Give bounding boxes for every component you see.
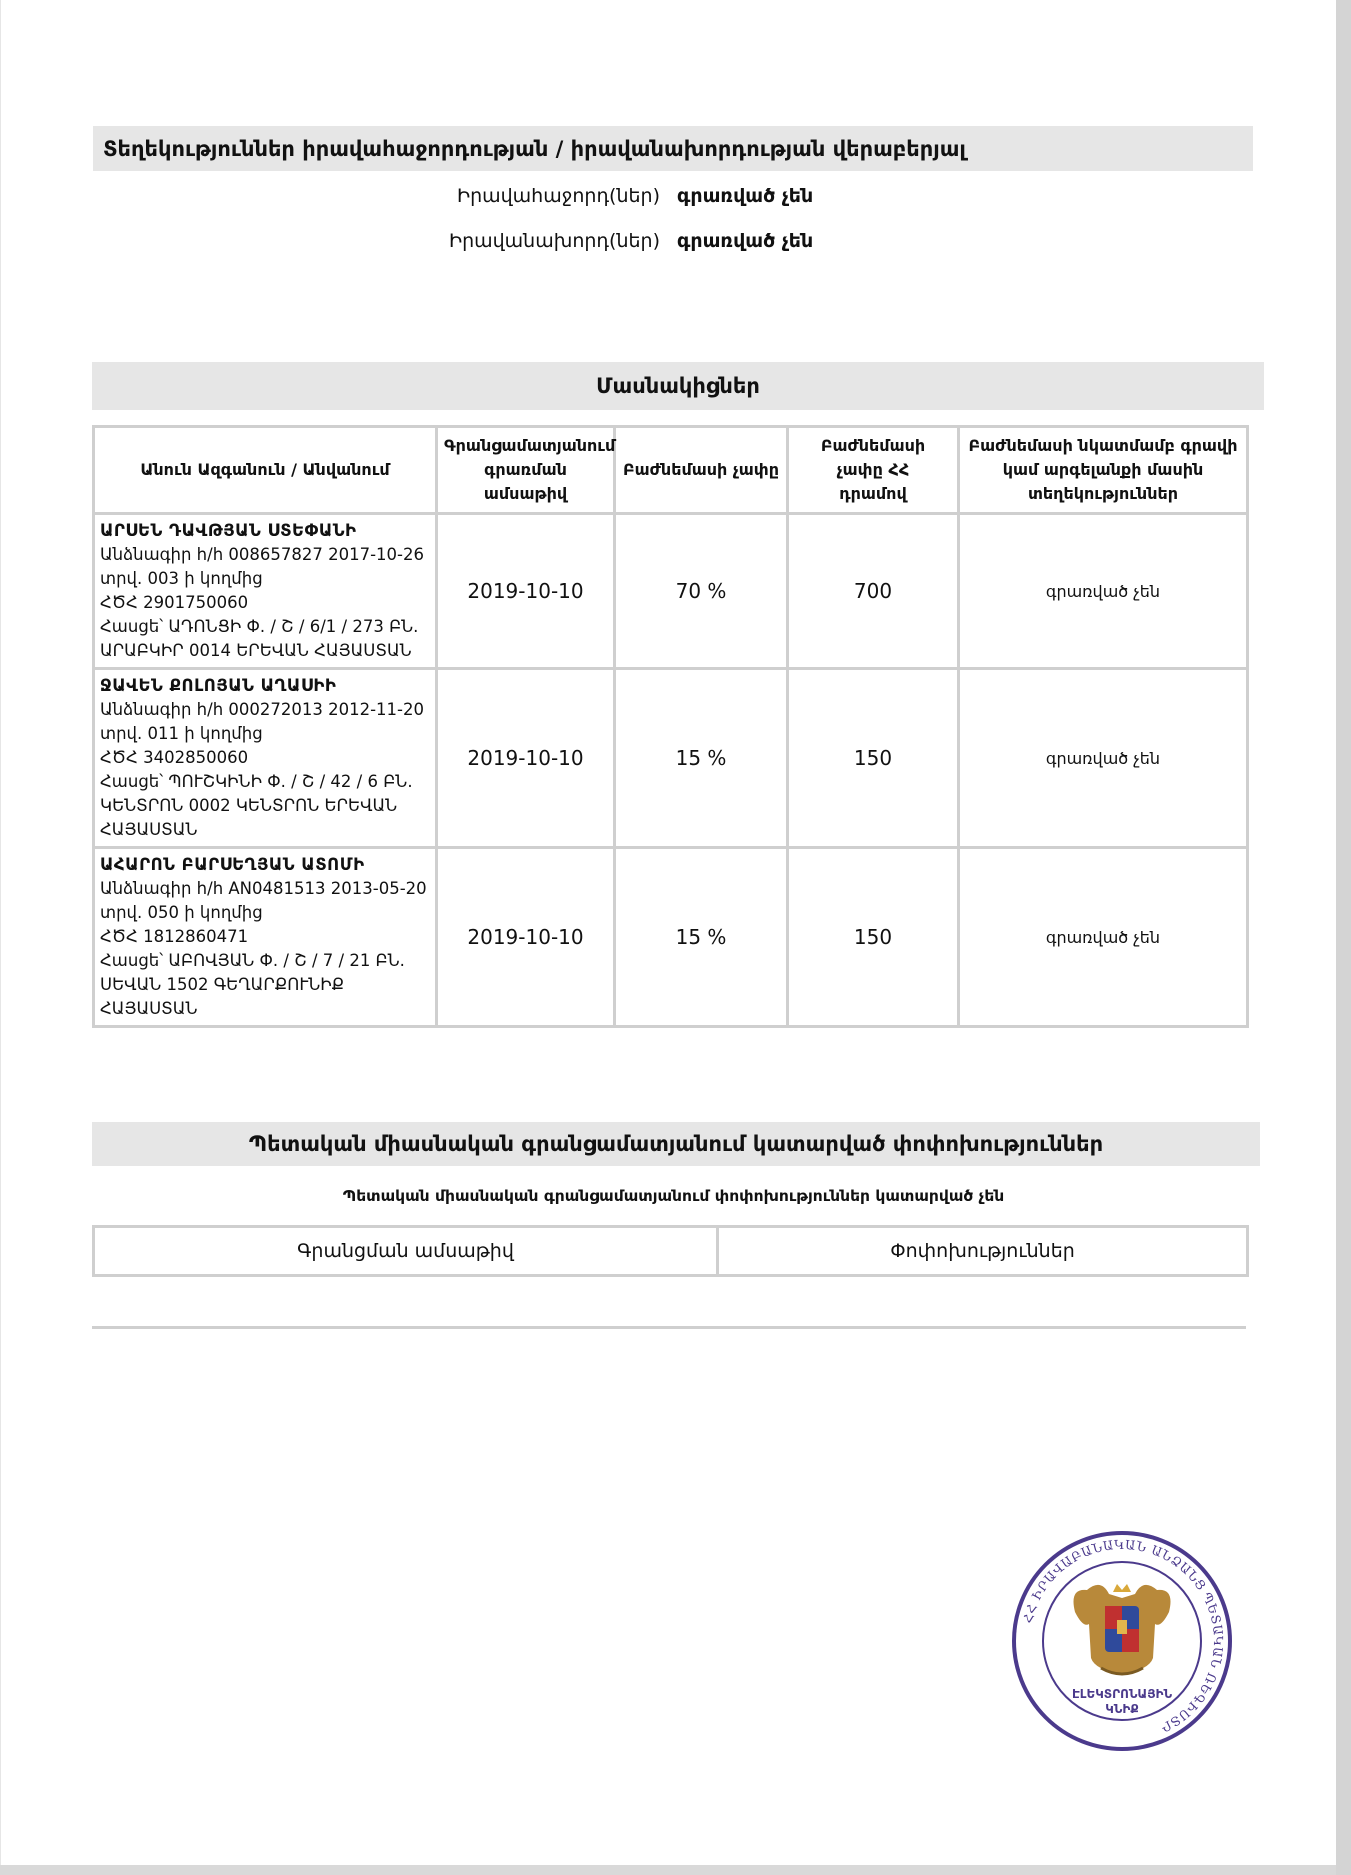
col-header-name: Անուն Ազգանուն / Անվանում <box>94 427 437 514</box>
share-amount: 700 <box>788 514 959 669</box>
participant-detail: ՀԾՀ 1812860471 <box>100 927 249 946</box>
participants-title: Մասնակիցներ <box>596 374 760 398</box>
participant-cell <box>94 848 437 1027</box>
changes-table <box>92 1225 1249 1277</box>
participant-detail: Անձնագիր h/h 000272013 2012-11-20 <box>100 700 425 719</box>
record-date: 2019-10-10 <box>437 669 615 848</box>
successor-value: գրառված չեն <box>677 185 814 207</box>
changes-title: Պետական միասնական գրանցամատյանում կատարված փոփոխություններ <box>248 1132 1104 1156</box>
participant-detail: Հասցե՝ ՊՈՒՇԿԻՆԻ Փ. / Շ / 42 / 6 ԲՆ. <box>100 772 413 791</box>
participant-detail: ՀԾՀ 3402850060 <box>100 748 249 767</box>
table-row <box>94 848 1248 1027</box>
table-row <box>94 514 1248 669</box>
participant-detail: ՀԱՅԱՍՏԱՆ <box>100 820 198 839</box>
succession-title: Տեղեկություններ իրավահաջորդության / իրավանախորդության վերաբերյալ <box>103 136 966 161</box>
table-row <box>94 669 1248 848</box>
changes-header <box>92 1122 1260 1166</box>
participant-detail: Անձնագիր h/h 008657827 2017-10-26 <box>100 545 425 564</box>
share-size: 70 % <box>615 514 788 669</box>
changes-note: Պետական միասնական գրանցամատյանում փոփոխություններ կատարված չեն <box>342 1187 1005 1205</box>
predecessor-value: գրառված չեն <box>677 230 814 252</box>
pledge-info: գրառված չեն <box>959 669 1248 848</box>
succession-header <box>93 126 1253 171</box>
right-margin-strip <box>1336 0 1351 1875</box>
participants-table <box>92 425 1249 1028</box>
seal-line2: ԿՆԻՔ <box>1105 1702 1139 1716</box>
participant-name: ԱՐՍԵՆ ԴԱՎԹՅԱՆ ՍՏԵՓԱՆԻ <box>100 521 357 540</box>
participant-detail: տրվ. 003 ի կողմից <box>100 569 263 588</box>
participants-header <box>92 362 1264 410</box>
pledge-info: գրառված չեն <box>959 848 1248 1027</box>
share-amount: 150 <box>788 669 959 848</box>
participant-detail: տրվ. 011 ի կողմից <box>100 724 263 743</box>
participant-detail: ՀԱՅԱՍՏԱՆ <box>100 999 198 1018</box>
col-header-registration-date: Գրանցման ամսաթիվ <box>94 1227 718 1276</box>
pledge-info: գրառված չեն <box>959 514 1248 669</box>
predecessor-label: Իրավանախորդ(ներ) <box>448 230 660 252</box>
share-size: 15 % <box>615 669 788 848</box>
share-amount: 150 <box>788 848 959 1027</box>
successor-label: Իրավահաջորդ(ներ) <box>456 185 660 207</box>
seal-line1: ԷԼԵԿՏՐՈՆԱՅԻՆ <box>1071 1687 1173 1701</box>
participant-detail: ՍԵՎԱՆ 1502 ԳԵՂԱՐՔՈՒՆԻՔ <box>100 975 345 994</box>
participant-detail: ՀԾՀ 2901750060 <box>100 593 249 612</box>
participant-detail: Հասցե՝ ԱԴՈՆՑԻ Փ. / Շ / 6/1 / 273 ԲՆ. <box>100 617 419 636</box>
participant-name: ԱՀԱՐՈՆ ԲԱՐՍԵՂՅԱՆ ԱՏՈՄԻ <box>100 855 365 874</box>
participant-detail: Հասցե՝ ԱԲՈՎՅԱՆ Փ. / Շ / 7 / 21 ԲՆ. <box>100 951 405 970</box>
seal-ring-text: ՀՀ ԻՐԱՎԱԲԱՆԱԿԱՆ ԱՆՁԱՆՑ ՊԵՏԱԿԱՆ ՌԵԳԻՍՏՐ <box>1019 1536 1227 1736</box>
col-header-changes: Փոփոխություններ <box>718 1227 1248 1276</box>
participant-cell <box>94 669 437 848</box>
participant-detail: ԱՐԱԲԿԻՐ 0014 ԵՐԵՎԱՆ ՀԱՅԱՍՏԱՆ <box>100 641 412 660</box>
record-date: 2019-10-10 <box>437 514 615 669</box>
electronic-seal <box>1009 1528 1235 1754</box>
participant-cell <box>94 514 437 669</box>
bottom-divider <box>92 1326 1246 1329</box>
participant-name: ՋԱՎԵՆ ՔՈԼՈՅԱՆ ԱՂԱՍԻԻ <box>100 676 337 695</box>
col-header-pledge-info: Բաժնեմասի նկատմամբ գրավի կամ արգելանքի մասին տեղեկություններ <box>959 427 1248 514</box>
share-size: 15 % <box>615 848 788 1027</box>
col-header-share-amd: Բաժնեմասի չափը ՀՀ դրամով <box>788 427 959 514</box>
record-date: 2019-10-10 <box>437 848 615 1027</box>
col-header-share-size: Բաժնեմասի չափը <box>615 427 788 514</box>
participant-detail: տրվ. 050 ի կողմից <box>100 903 263 922</box>
col-header-record-date: Գրանցամատյանում գրառման ամսաթիվ <box>437 427 615 514</box>
participant-detail: ԿԵՆՏՐՈՆ 0002 ԿԵՆՏՐՈՆ ԵՐԵՎԱՆ <box>100 796 398 815</box>
participant-detail: Անձնագիր h/h AN0481513 2013-05-20 <box>100 879 427 898</box>
